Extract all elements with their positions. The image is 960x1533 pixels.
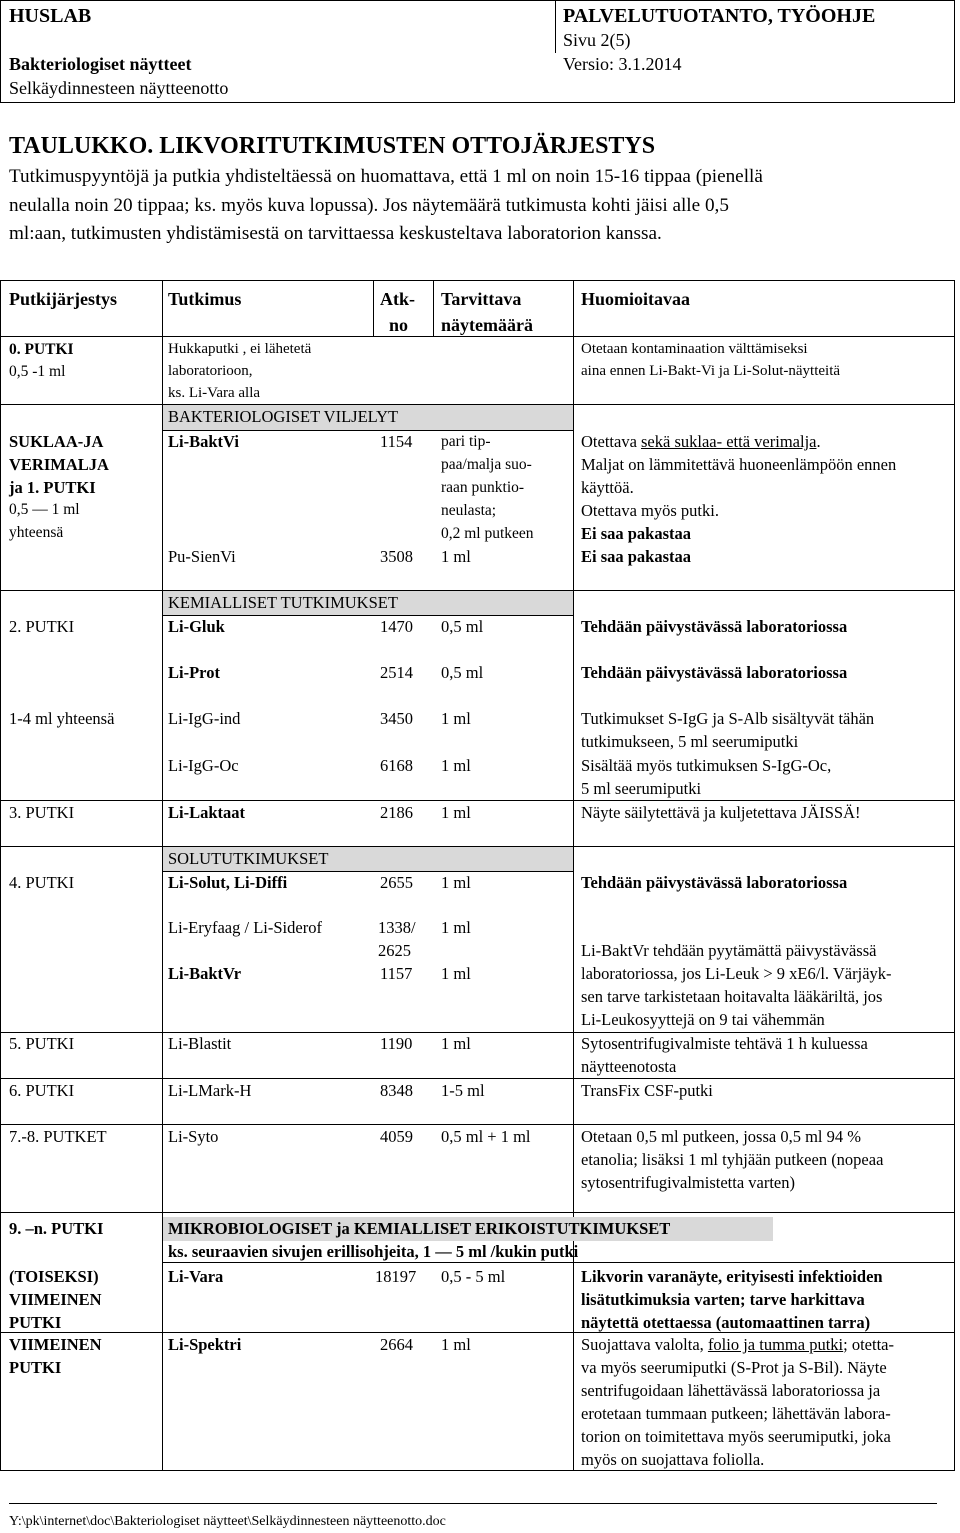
note-text: . [816,432,821,451]
code-li-lmark: 8348 [380,1081,413,1100]
note-li-spektri [581,1333,894,1471]
code-li-blastit: 1190 [380,1034,413,1053]
note-pu-sienvi: Ei saa pakastaa [581,547,692,566]
note-line: etanolia; lisäksi 1 ml tyhjään putkeen (nopeaa [581,1150,884,1169]
code-line: 1338/ [378,918,416,937]
test-li-lmark: Li-LMark-H [168,1081,252,1100]
code-li-baktvr: 1157 [380,964,413,983]
note-li-prot: Tehdään päivystävässä laboratoriossa [581,663,848,682]
amount-li-spektri: 1 ml [441,1335,471,1354]
amount-li-baktvi [441,430,534,545]
vara-label-line: VIIMEINEN [9,1290,102,1309]
tube0-note [581,338,840,382]
test-li-baktvi: Li-BaktVi [168,432,239,451]
tube0-test-line: Hukkaputki , ei lähetetä [168,341,312,357]
note-line: käyttöä. [581,478,634,497]
code-li-prot: 2514 [380,663,413,682]
tube78-label: 7.-8. PUTKET [9,1127,107,1146]
tube0-test-line: laboratorioon, [168,363,253,379]
note-li-solut: Tehdään päivystävässä laboratoriossa [581,873,848,892]
footer-rule [9,1503,937,1504]
test-li-blastit: Li-Blastit [168,1034,232,1053]
note-underlined: sekä suklaa- että verimalja [641,432,817,451]
col-header-amount-1: Tarvittava [441,289,522,309]
header-divider [555,0,556,53]
code-li-vara: 18197 [375,1267,417,1286]
note-line: sen tarve tarkistetaan hoitavalta lääkäriltä, jos [581,987,883,1006]
note-line: myös on suojattava foliolla. [581,1450,765,1469]
vara-label-line: (TOISEKSI) [9,1267,99,1286]
section-title-bakt: BAKTERIOLOGISET VILJELYT [168,407,399,426]
header-page: Sivu 2(5) [563,30,631,50]
amount-li-lmark: 1-5 ml [441,1081,485,1100]
note-line: sentrifugoidaan lähettävässä laboratoriossa ja [581,1381,881,1400]
amount-li-eryfaag: 1 ml [441,918,471,937]
note-line: Sytosentrifugivalmiste tehtävä 1 h kuluessa [581,1034,868,1053]
header-section: Bakteriologiset näytteet [9,54,192,74]
test-li-spektri: Li-Spektri [168,1335,242,1354]
note-line: Ei saa pakastaa [581,524,692,543]
note-line: Otetaan 0,5 ml putkeen, jossa 0,5 ml 94 % [581,1127,861,1146]
amount-pu-sienvi: 1 ml [441,547,471,566]
note-line: näytteenotosta [581,1057,677,1076]
vara-label [9,1265,102,1334]
note-underlined: folio ja tumma putki [707,1335,844,1354]
note-line: laboratoriossa, jos Li-Leuk > 9 xE6/l. Värjäyk- [581,964,892,983]
code-li-laktaat: 2186 [380,803,413,822]
note-line: sytosentrifugivalmistetta varten) [581,1173,795,1192]
note-li-blastit [581,1032,868,1078]
note-line [581,1333,894,1356]
amount-li-igg-oc: 1 ml [441,756,471,775]
intro-line-2: neulalla noin 20 tippaa; ks. myös kuva lopussa). Jos näytemäärä tutkimusta kohti jäisi alle 0,5 [9,195,729,216]
section-title-kem: KEMIALLISET TUTKIMUKSET [168,593,398,612]
note-line: lisätutkimuksia varten; tarve harkittava [581,1290,865,1309]
amount-li-syto: 0,5 ml + 1 ml [441,1127,531,1146]
test-li-laktaat: Li-Laktaat [168,803,246,822]
col-header-atk-2: no [389,315,409,335]
code-line: 2625 [378,941,411,960]
note-line: Sisältää myös tutkimuksen S-IgG-Oc, [581,756,832,775]
col-divider-atk [373,280,374,336]
tube0-note-line: aina ennen Li-Bakt-Vi ja Li-Solut-näytteitä [581,363,841,379]
code-li-solut: 2655 [380,873,413,892]
note-text: ; otetta- [843,1335,894,1354]
header-version: Versio: 3.1.2014 [563,54,682,74]
tube2-total: 1-4 ml yhteensä [9,709,115,728]
header-subsection: Selkäydinnesteen näytteenotto [9,78,229,98]
row-line-4 [0,846,955,847]
amount-li-solut: 1 ml [441,873,471,892]
test-li-solut: Li-Solut, Li-Diffi [168,873,288,892]
tube1-amount-line: yhteensä [9,524,64,541]
col-divider-amount [433,280,434,336]
tube1-amount-line: 0,5 — 1 ml [9,501,80,518]
note-line: näytettä otettaessa (automaattinen tarra) [581,1313,871,1332]
test-li-igg-oc: Li-IgG-Oc [168,756,239,775]
note-text: Suojattava valolta, [581,1335,708,1354]
tube1-amount [9,498,80,544]
tube5-label: 5. PUTKI [9,1034,75,1053]
tube9-label: 9. –n. PUTKI [9,1219,104,1238]
amount-li-blastit: 1 ml [441,1034,471,1053]
tube0-amount: 0,5 -1 ml [9,363,66,380]
note-line: Li-Leukosyyttejä on 9 tai vähemmän [581,1010,825,1029]
spektri-label-line: PUTKI [9,1358,62,1377]
note-line: va myös seerumiputki (S-Prot ja S-Bil). Näyte [581,1358,887,1377]
footer-path: Y:\pk\internet\doc\Bakteriologiset näytteet\Selkäydinnesteen näytteenotto.doc [9,1514,446,1529]
test-li-gluk: Li-Gluk [168,617,225,636]
code-li-spektri: 2664 [380,1335,413,1354]
header-row-line [0,336,955,337]
header-doc-type: PALVELUTUOTANTO, TYÖOHJE [563,5,876,27]
intro-line-1: Tutkimuspyyntöjä ja putkia yhdisteltäessä on huomattava, että 1 ml on noin 15-16 tippaa (pienellä [9,166,763,187]
note-li-gluk: Tehdään päivystävässä laboratoriossa [581,617,848,636]
section-subtitle-erikois: ks. seuraavien sivujen erillisohjeita, 1 — 5 ml /kukin putki [168,1242,579,1261]
col-header-order: Putkijärjestys [9,289,117,309]
code-li-gluk: 1470 [380,617,413,636]
spektri-label [9,1333,102,1379]
tube6-label: 6. PUTKI [9,1081,75,1100]
amount-line: 0,2 ml putkeen [441,525,534,542]
col-divider-2 [573,280,574,1471]
amount-line: neulasta; [441,502,497,519]
amount-line: raan punktio- [441,479,525,496]
intro-line-3: ml:aan, tutkimusten yhdistämisestä on tarvittaessa keskusteltava laboratorion kanssa. [9,223,662,244]
note-line: Otettava myös putki. [581,501,719,520]
code-pu-sienvi: 3508 [380,547,413,566]
amount-li-igg-ind: 1 ml [441,709,471,728]
amount-line: paa/malja suo- [441,456,532,473]
tube0-label: 0. PUTKI [9,341,74,358]
tube1-label-line: VERIMALJA [9,455,109,474]
vara-label-line: PUTKI [9,1313,62,1332]
test-pu-sienvi: Pu-SienVi [168,547,236,566]
tube1-label-line: SUKLAA-JA [9,432,104,451]
amount-li-prot: 0,5 ml [441,663,484,682]
note-li-igg-ind [581,707,874,753]
col-header-notes: Huomioitavaa [581,289,691,309]
test-li-vara: Li-Vara [168,1267,224,1286]
col-header-atk-1: Atk- [380,289,415,309]
row-line-9 [0,1212,955,1213]
tube1-label [9,430,109,499]
code-li-baktvi: 1154 [380,432,413,451]
tube1-label-line: ja 1. PUTKI [9,478,96,497]
note-li-laktaat: Näyte säilytettävä ja kuljetettava JÄISSÄ! [581,803,861,822]
note-li-igg-oc [581,754,831,800]
spektri-label-line: VIIMEINEN [9,1335,102,1354]
test-li-baktvr: Li-BaktVr [168,964,242,983]
test-li-syto: Li-Syto [168,1127,219,1146]
col-divider-1 [162,280,163,1471]
section-title-solu: SOLUTUTKIMUKSET [168,849,329,868]
amount-li-laktaat: 1 ml [441,803,471,822]
note-li-syto [581,1125,883,1194]
test-li-eryfaag: Li-Eryfaag / Li-Siderof [168,918,322,937]
header-org: HUSLAB [9,5,92,27]
note-line: torion on toimitettava myös seerumiputki, joka [581,1427,891,1446]
note-line: erotetaan tummaan putkeen; lähettävän labora- [581,1404,891,1423]
tube0-test-line: ks. Li-Vara alla [168,385,261,401]
row-line-1 [0,590,955,591]
tube0-note-line: Otetaan kontaminaation välttämiseksi [581,341,808,357]
amount-li-gluk: 0,5 ml [441,617,484,636]
section-title-erikois: MIKROBIOLOGISET ja KEMIALLISET ERIKOISTUTKIMUKSET [168,1219,671,1238]
code-li-eryfaag [378,916,416,962]
note-li-baktvr [581,939,892,1031]
test-li-igg-ind: Li-IgG-ind [168,709,241,728]
note-text: Otettava [581,432,642,451]
tube4-label: 4. PUTKI [9,873,75,892]
page-title: TAULUKKO. LIKVORITUTKIMUSTEN OTTOJÄRJESTYS [9,133,656,159]
tube2-label: 2. PUTKI [9,617,75,636]
col-header-amount-2: näytemäärä [441,315,533,335]
amount-li-baktvr: 1 ml [441,964,471,983]
note-line: Tutkimukset S-IgG ja S-Alb sisältyvät tähän [581,709,875,728]
note-li-vara [581,1265,883,1334]
code-li-syto: 4059 [380,1127,413,1146]
code-li-igg-ind: 3450 [380,709,413,728]
amount-line: pari tip- [441,433,491,450]
col-header-test: Tutkimus [168,289,242,309]
note-li-lmark: TransFix CSF-putki [581,1081,713,1100]
row-line-0 [0,404,955,405]
note-line [581,430,896,453]
note-line: tutkimukseen, 5 ml seerumiputki [581,732,799,751]
tube3-label: 3. PUTKI [9,803,75,822]
tube0-test [168,338,311,404]
code-li-igg-oc: 6168 [380,756,413,775]
note-line: Likvorin varanäyte, erityisesti infektioiden [581,1267,883,1286]
note-line: Li-BaktVr tehdään pyytämättä päivystävässä [581,941,877,960]
note-li-baktvi [581,430,896,545]
note-line: 5 ml seerumiputki [581,779,702,798]
test-li-prot: Li-Prot [168,663,220,682]
amount-li-vara: 0,5 - 5 ml [441,1267,506,1286]
note-line: Maljat on lämmitettävä huoneenlämpöön ennen [581,455,897,474]
